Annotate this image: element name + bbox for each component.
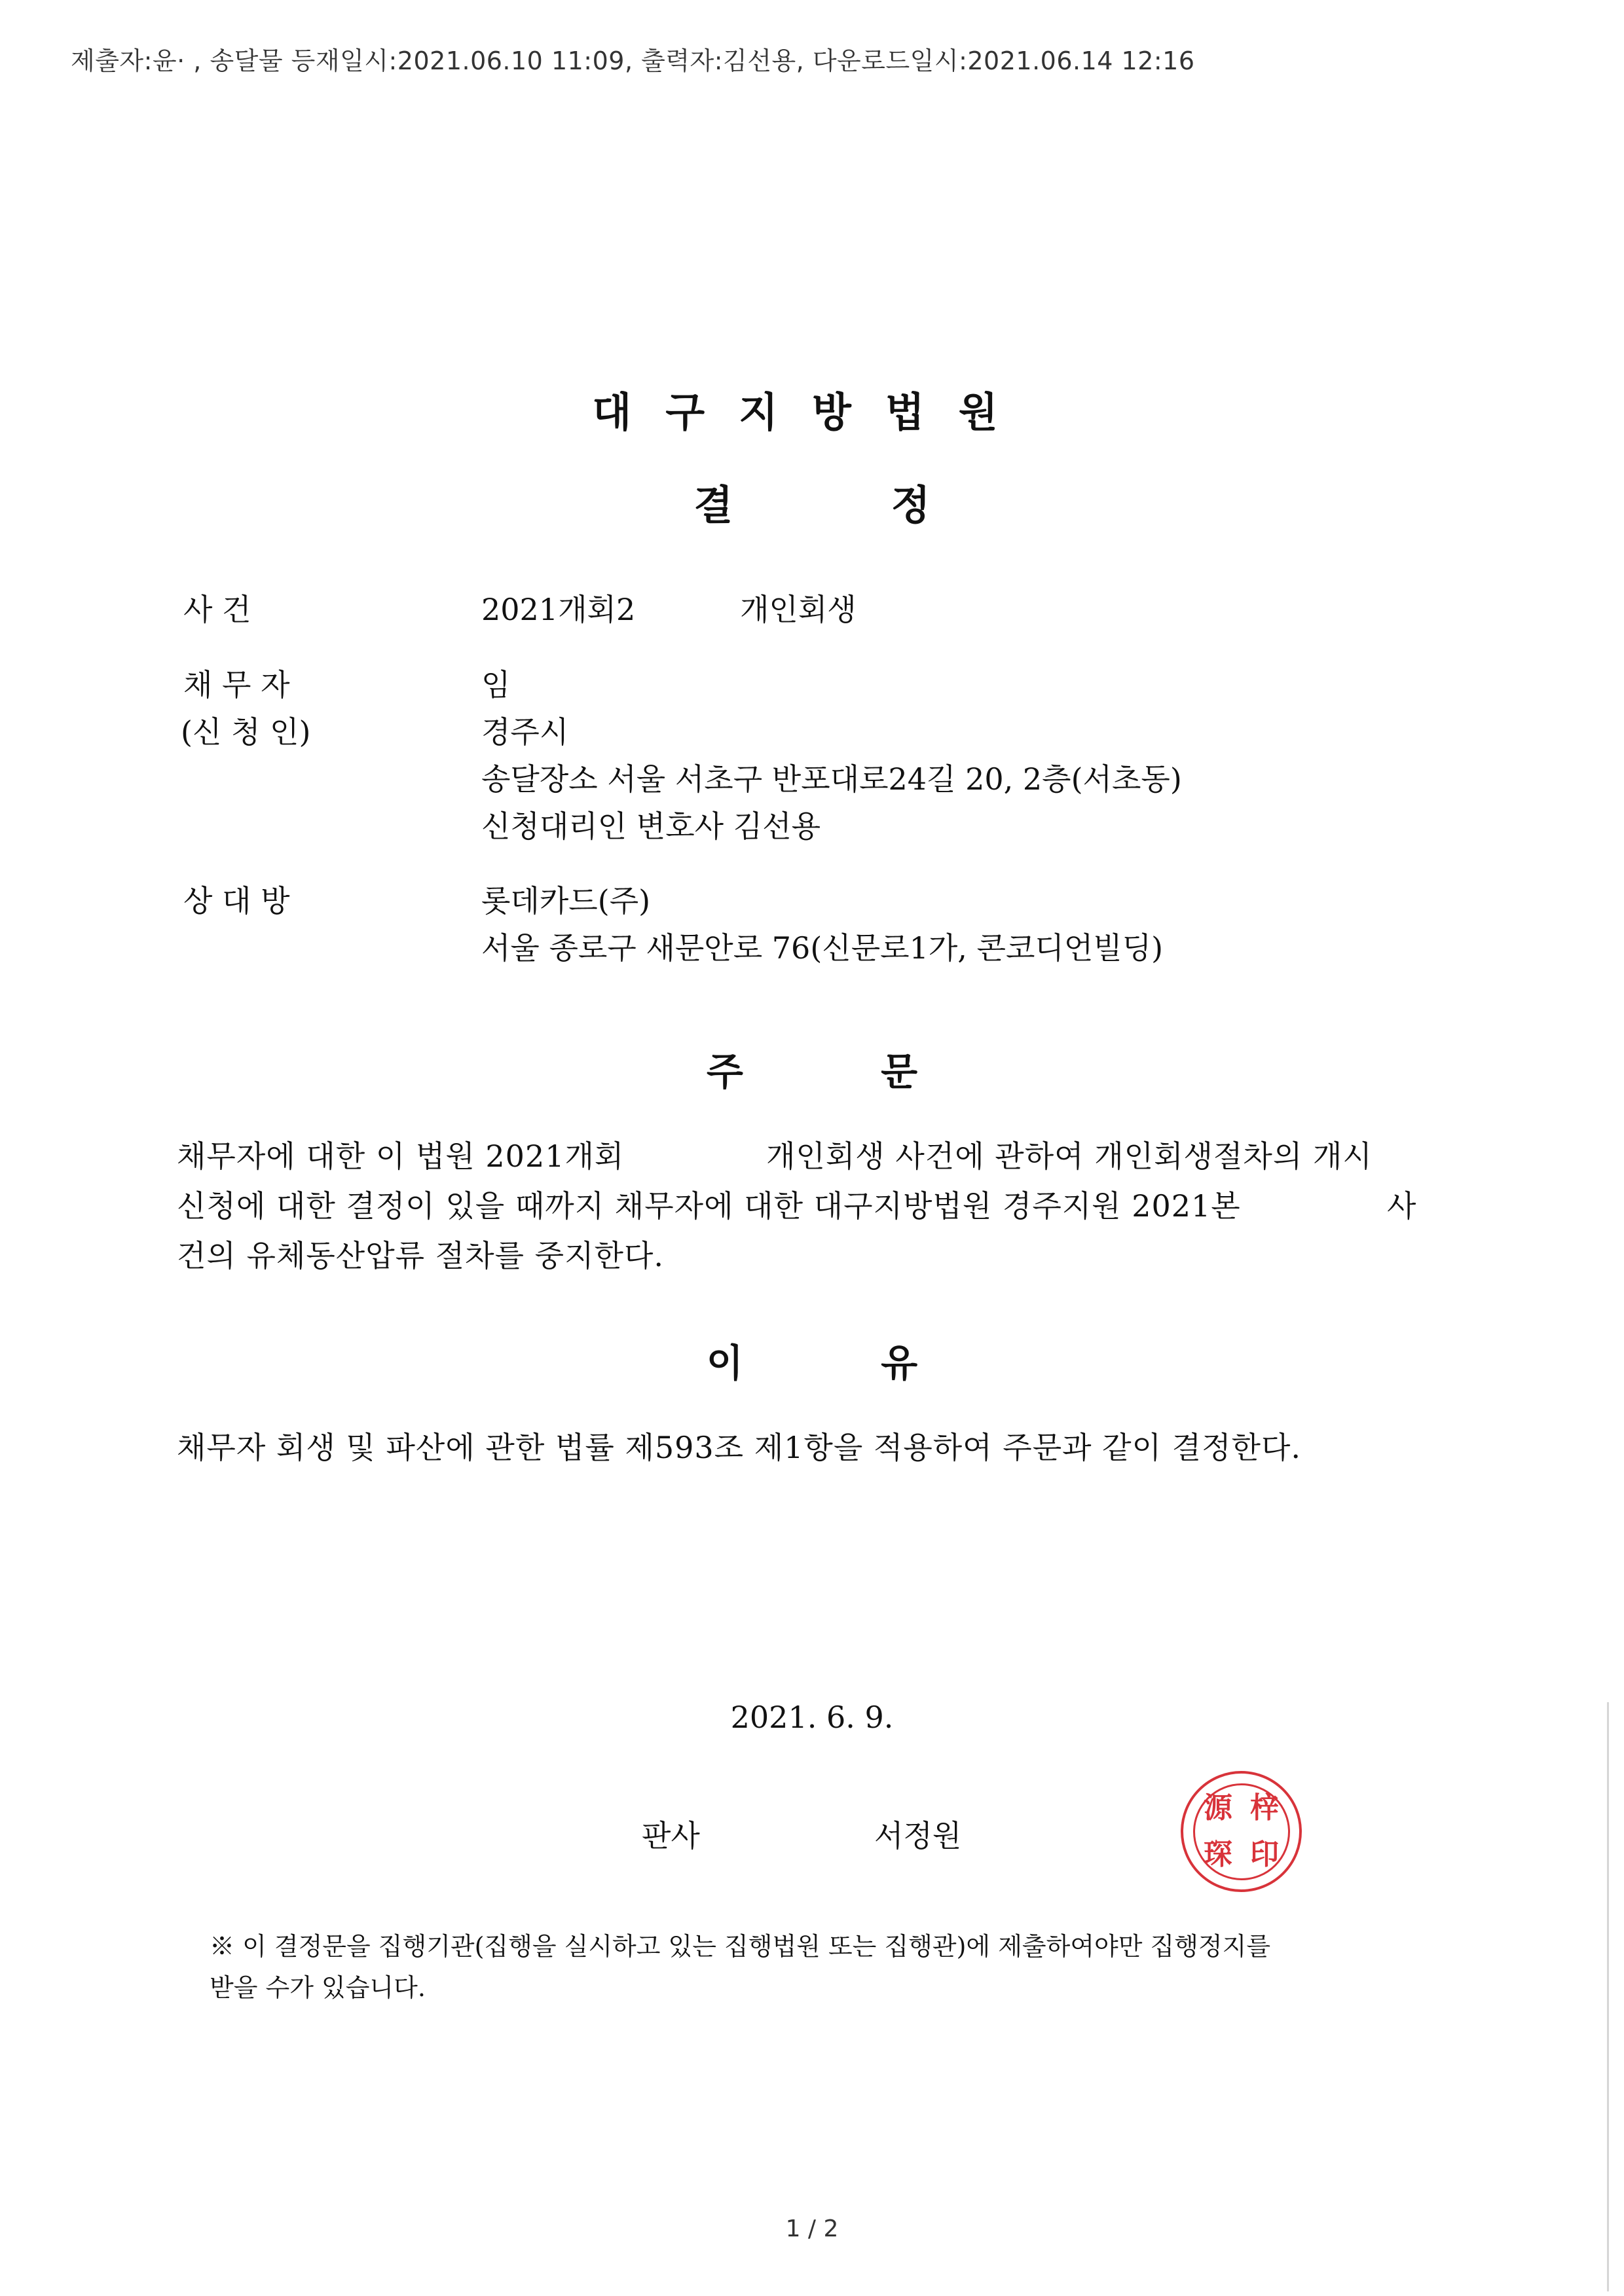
seal-char: 源 <box>1204 1791 1232 1825</box>
seal-char: 梓 <box>1250 1791 1279 1825</box>
case-type: 개인회생 <box>740 592 857 627</box>
opponent-label: 상 대 방 <box>183 883 290 919</box>
opponent-name: 롯데카드(주) <box>481 883 651 919</box>
opponent-address: 서울 종로구 새문안로 76(신문로1가, 콘코디언빌딩) <box>481 930 1164 966</box>
enforcement-note-line1: ※ 이 결정문을 집행기관(집행을 실시하고 있는 집행법원 또는 집행관)에 제출하여야만 집행정지를 <box>210 1932 1271 1961</box>
decision-date: 2021. 6. 9. <box>730 1700 894 1735</box>
order-line2-b: 사 <box>1387 1188 1417 1224</box>
debtor-name: 임 <box>481 667 511 702</box>
enforcement-note-line2: 받을 수가 있습니다. <box>210 1973 426 2002</box>
seal-char: 琛 <box>1204 1838 1232 1871</box>
print-header: 제출자:윤· , 송달물 등재일시:2021.06.10 11:09, 출력자:김선용, 다운로드일시:2021.06.14 12:16 <box>71 46 1195 75</box>
document-title: 결 정 <box>693 481 931 529</box>
case-number: 2021개회2 <box>481 592 636 627</box>
court-name: 대구지방법원 <box>592 388 1032 436</box>
page-number: 1 / 2 <box>785 2215 839 2242</box>
reason-text: 채무자 회생 및 파산에 관한 법률 제593조 제1항을 적용하여 주문과 같이 결정한다. <box>177 1430 1302 1465</box>
case-label: 사 건 <box>183 592 251 627</box>
scan-edge-line <box>1607 1702 1609 2291</box>
judge-name: 서정원 <box>874 1818 962 1853</box>
judge-title: 판사 <box>642 1818 700 1853</box>
order-line1-a: 채무자에 대한 이 법원 2021개회 <box>177 1139 625 1174</box>
debtor-label: 채 무 자 <box>183 667 290 702</box>
debtor-agent: 신청대리인 변호사 김선용 <box>481 809 821 844</box>
reason-heading: 이 유 <box>706 1341 918 1385</box>
order-line1-b: 개인회생 사건에 관하여 개인회생절차의 개시 <box>766 1139 1373 1174</box>
order-line3: 건의 유체동산압류 절차를 중지한다. <box>177 1238 665 1273</box>
court-seal <box>1181 1771 1302 1892</box>
order-line2-a: 신청에 대한 결정이 있을 때까지 채무자에 대한 대구지방법원 경주지원 2021본 <box>177 1188 1241 1224</box>
debtor-sublabel: (신 청 인) <box>181 714 311 750</box>
seal-char: 印 <box>1250 1838 1279 1871</box>
debtor-address: 경주시 <box>481 714 569 750</box>
debtor-service-address: 송달장소 서울 서초구 반포대로24길 20, 2층(서초동) <box>481 761 1182 797</box>
order-heading: 주 문 <box>706 1049 918 1094</box>
